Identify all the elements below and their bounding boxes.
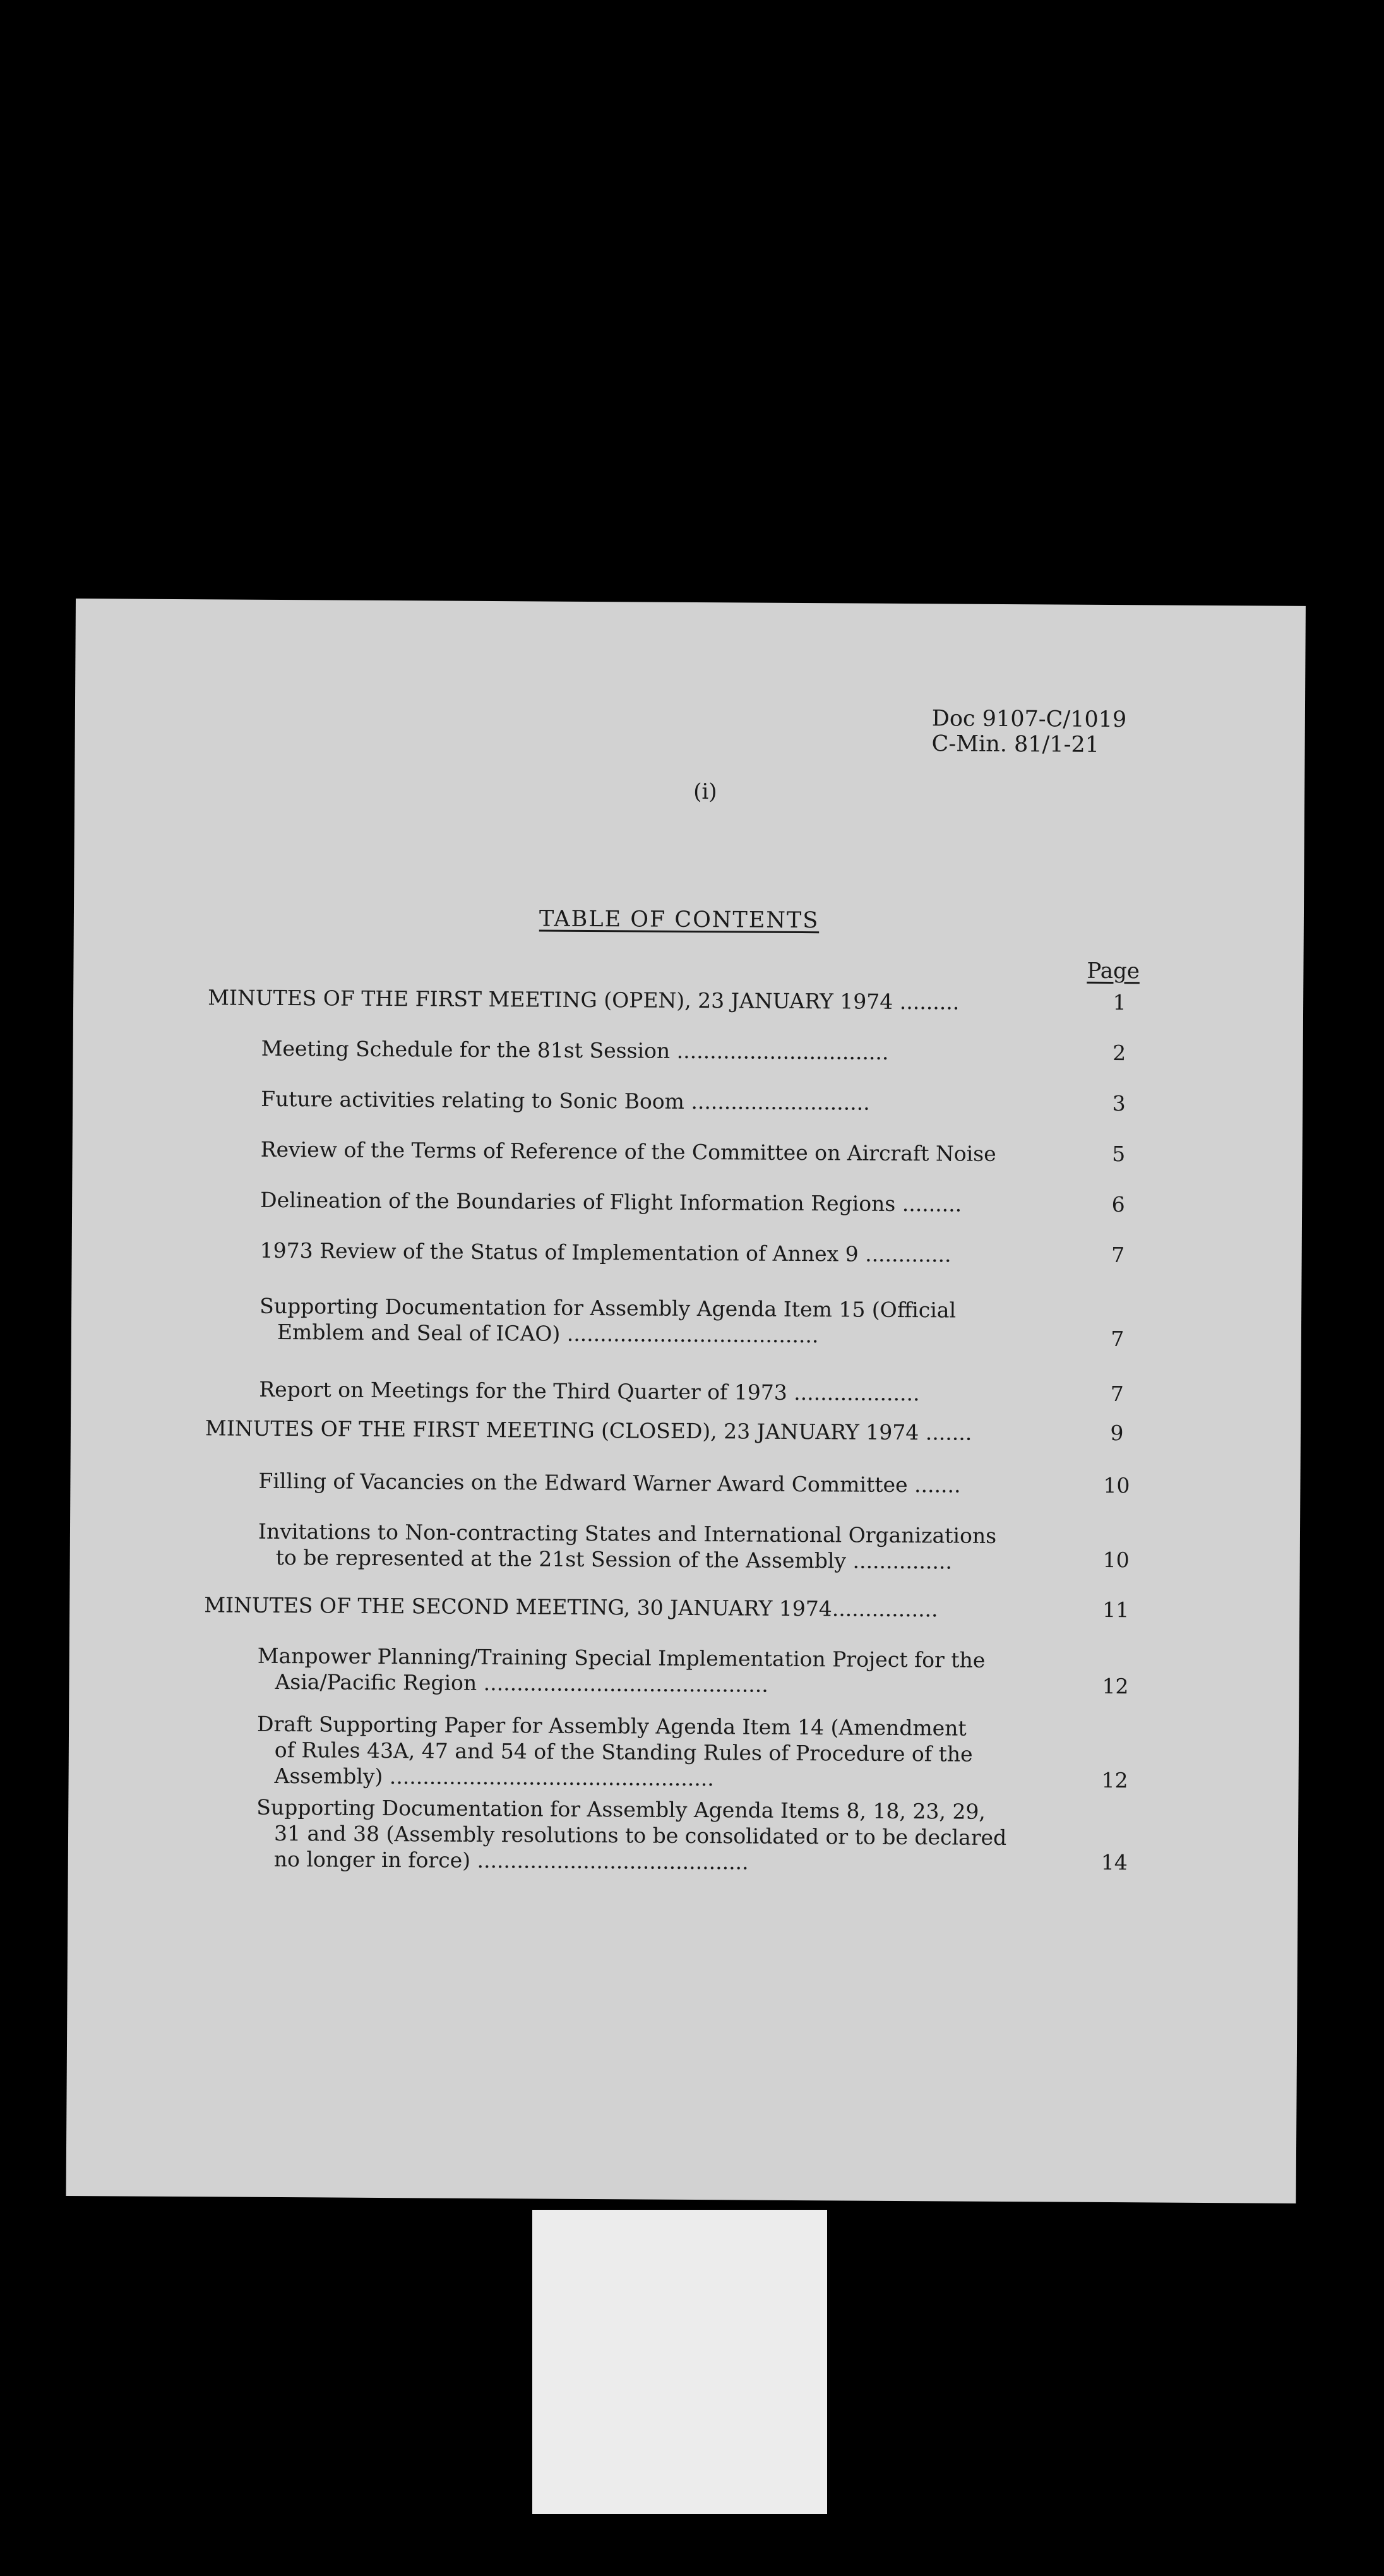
toc-entry-text: MINUTES OF THE FIRST MEETING (OPEN), 23 JANUARY 1974 .........: [208, 985, 960, 1015]
toc-entry: [259, 1376, 919, 1406]
toc-entry: [260, 1237, 951, 1268]
toc-page-number: 11: [1102, 1597, 1130, 1623]
toc-entry: [258, 1468, 960, 1498]
toc-entry-text: Delineation of the Boundaries of Flight Information Regions .........: [260, 1187, 962, 1217]
toc-page-number: 3: [1112, 1091, 1126, 1116]
toc-entry-text: Emblem and Seal of ICAO) ......................................: [277, 1319, 819, 1348]
toc-entry-text: Future activities relating to Sonic Boom ...........................: [261, 1086, 870, 1115]
toc-entry-text: to be represented at the 21st Session of the Assembly ...............: [275, 1544, 953, 1574]
toc-entry-text: Supporting Documentation for Assembly Agenda Items 8, 18, 23, 29,: [256, 1794, 986, 1824]
minutes-reference: C-Min. 81/1-21: [931, 731, 1100, 758]
toc-entry-text: Supporting Documentation for Assembly Agenda Item 15 (Official: [260, 1293, 957, 1323]
toc-entry-text: Manpower Planning/Training Special Implementation Project for the: [257, 1643, 986, 1673]
toc-section-heading: [208, 984, 959, 1015]
toc-page-number: 14: [1101, 1849, 1128, 1875]
toc-entry: [256, 1711, 972, 1793]
toc-section-heading: [204, 1592, 938, 1622]
toc-entry-text: Review of the Terms of Reference of the Committee on Aircraft Noise: [260, 1136, 996, 1166]
page-title: TABLE OF CONTENTS: [539, 906, 820, 934]
toc-entry-text: Assembly) .................................................: [274, 1763, 714, 1791]
page-column-header: Page: [1087, 958, 1140, 984]
toc-entry: [260, 1293, 956, 1349]
toc-page-number: 7: [1111, 1243, 1125, 1268]
toc-entry: [261, 1136, 996, 1167]
toc-entry: [261, 1086, 870, 1116]
toc-page-number: 6: [1111, 1192, 1125, 1217]
toc-entry-text: of Rules 43A, 47 and 54 of the Standing Rules of Procedure of the: [274, 1737, 973, 1767]
toc-page-number: 7: [1111, 1327, 1124, 1352]
toc-page-number: 12: [1102, 1673, 1129, 1699]
toc-entry-text: 31 and 38 (Assembly resolutions to be consolidated or to be declared: [273, 1820, 1007, 1851]
toc-entry: [256, 1794, 1007, 1876]
toc-entry-text: MINUTES OF THE FIRST MEETING (CLOSED), 23 JANUARY 1974 .......: [205, 1416, 972, 1445]
toc-entry-text: Meeting Schedule for the 81st Session ................................: [261, 1035, 889, 1064]
doc-number: Doc 9107-C/1019: [931, 706, 1127, 733]
toc-entry: [260, 1187, 962, 1217]
document-page: [66, 599, 1306, 2203]
toc-entry-text: Draft Supporting Paper for Assembly Agenda Item 14 (Amendment: [256, 1711, 967, 1741]
toc-page-number: 10: [1103, 1472, 1130, 1498]
toc-page-number: 2: [1113, 1041, 1126, 1066]
toc-page-number: 5: [1112, 1142, 1126, 1167]
page-number-marker: (i): [693, 778, 717, 805]
toc-page-number: 1: [1113, 990, 1126, 1015]
toc-page-number: 10: [1102, 1547, 1130, 1573]
toc-entry-text: Asia/Pacific Region ...........................................: [275, 1669, 768, 1697]
toc-entry-text: Filling of Vacancies on the Edward Warner Award Committee .......: [258, 1468, 961, 1498]
doc-reference: [931, 706, 1126, 758]
toc-entry: [261, 1035, 889, 1065]
toc-page-number: 9: [1110, 1421, 1124, 1446]
toc-entry-text: 1973 Review of the Status of Implementation of Annex 9 .............: [260, 1237, 951, 1267]
toc-entry: [257, 1643, 985, 1699]
blank-paper-slip: [532, 2210, 827, 2514]
toc-entry-text: Invitations to Non-contracting States and International Organizations: [258, 1518, 997, 1548]
toc-entry-text: no longer in force) .........................................: [273, 1846, 749, 1875]
toc-section-heading: [205, 1415, 972, 1445]
toc-page-number: 7: [1110, 1381, 1124, 1407]
toc-entry-text: Report on Meetings for the Third Quarter of 1973 ...................: [259, 1376, 920, 1406]
toc-page-number: 12: [1101, 1767, 1128, 1793]
toc-entry-text: MINUTES OF THE SECOND MEETING, 30 JANUARY 1974................: [204, 1592, 938, 1622]
toc-entry: [258, 1518, 997, 1575]
